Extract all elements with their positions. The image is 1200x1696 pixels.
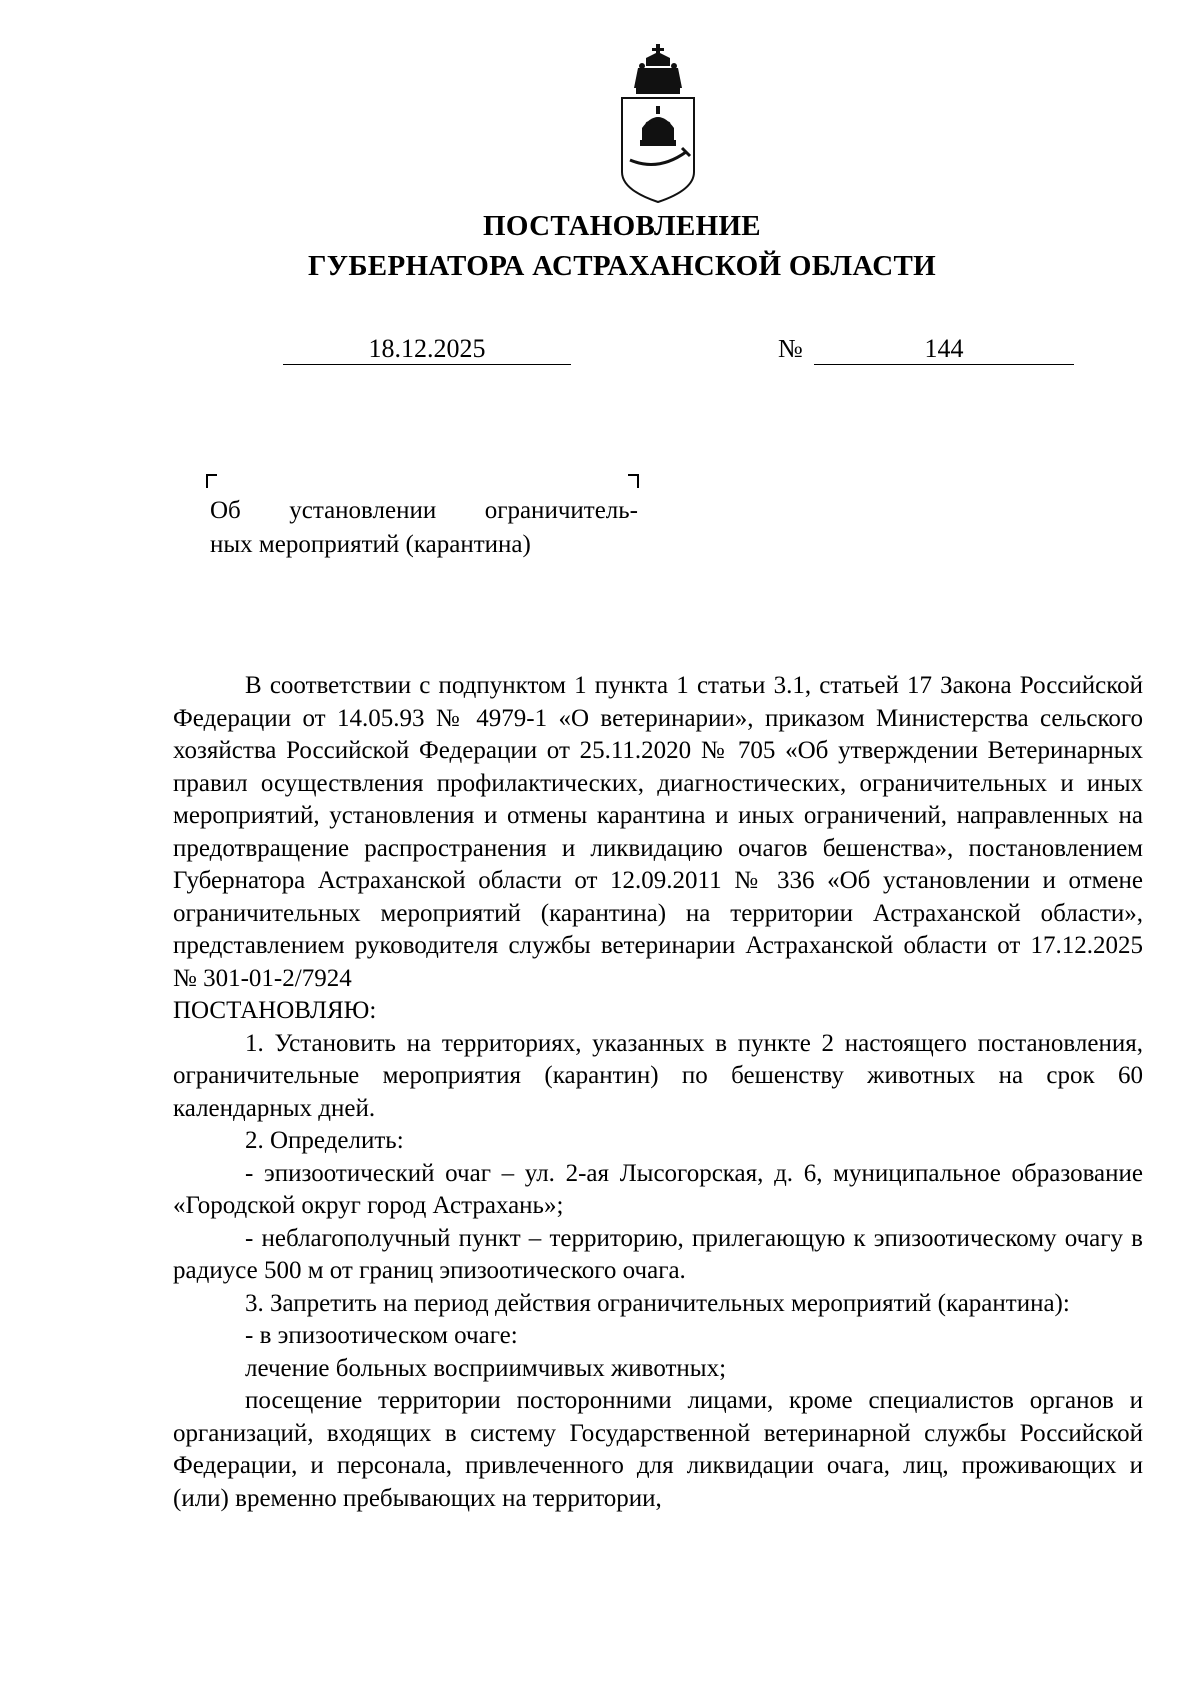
document-type-title: ПОСТАНОВЛЕНИЕ bbox=[483, 210, 761, 242]
number-sign: № bbox=[778, 334, 803, 363]
astrakhan-coat-of-arms-icon bbox=[616, 44, 700, 204]
item-2: 2. Определить: bbox=[245, 1127, 404, 1154]
document-subject bbox=[210, 494, 638, 562]
resolve-heading: ПОСТАНОВЛЯЮ: bbox=[173, 997, 377, 1024]
document-date: 18.12.2025 bbox=[283, 334, 571, 365]
preamble-paragraph: В соответствии с подпунктом 1 пункта 1 статьи 3.1, статьей 17 Закона Российской Федерации от 14.05.93 № 4979-1 «О ветеринарии», приказом Министерства сельского хозяйства Российской Федерации от 25.11.2020 № 705 «Об утверждении Ветеринарных правил осуществления профилактических, диагностических, ограничительных и иных мероприятий, установления и отмены карантина и иных ограничений, направленных на предотвращение распространения и ликвидацию очагов бешенства», постановлением Губернатора Астраханской области от 12.09.2011 № 336 «Об установлении и отмене ограничительных мероприятий (карантина) на территории Астраханской области», представлением руководителя службы ветеринарии Астраханской области от 17.12.2025 № 301-01-2/7924 bbox=[173, 672, 1143, 992]
document-number: 144 bbox=[814, 334, 1074, 365]
item-3: 3. Запретить на период действия ограничительных мероприятий (карантина): bbox=[245, 1289, 1070, 1317]
document-body bbox=[173, 670, 1143, 1515]
item-1: 1. Установить на территориях, указанных в пункте 2 настоящего постановления, ограничительные мероприятия (карантин) по бешенству животных на срок 60 календарных дней. bbox=[173, 1029, 1143, 1122]
item-3-visits: посещение территории посторонними лицами, кроме специалистов органов и организаций, входящих в систему Государственной ветеринарной службы Российской Федерации, и персонала, привлеченного для ликвидации очага, лиц, проживающих и (или) временно пребывающих на территории, bbox=[173, 1387, 1143, 1512]
subject-corner-left bbox=[206, 474, 217, 488]
subject-corner-right bbox=[628, 474, 639, 488]
item-2-unfavorable-area: - неблагополучный пункт – территорию, прилегающую к эпизоотическому очагу в радиусе 500 м от границ эпизоотического очага. bbox=[173, 1224, 1143, 1284]
subject-line-1: Об установлении ограничитель- bbox=[210, 497, 638, 524]
item-3-subheading: - в эпизоотическом очаге: bbox=[245, 1322, 518, 1349]
issuing-authority-title: ГУБЕРНАТОРА АСТРАХАНСКОЙ ОБЛАСТИ bbox=[308, 250, 936, 282]
item-2-focus: - эпизоотический очаг – ул. 2-ая Лысогорская, д. 6, муниципальное образование «Городской округ город Астрахань»; bbox=[173, 1159, 1143, 1219]
item-3-treatment: лечение больных восприимчивых животных; bbox=[245, 1354, 727, 1382]
subject-line-2: ных мероприятий (карантина) bbox=[210, 531, 531, 558]
